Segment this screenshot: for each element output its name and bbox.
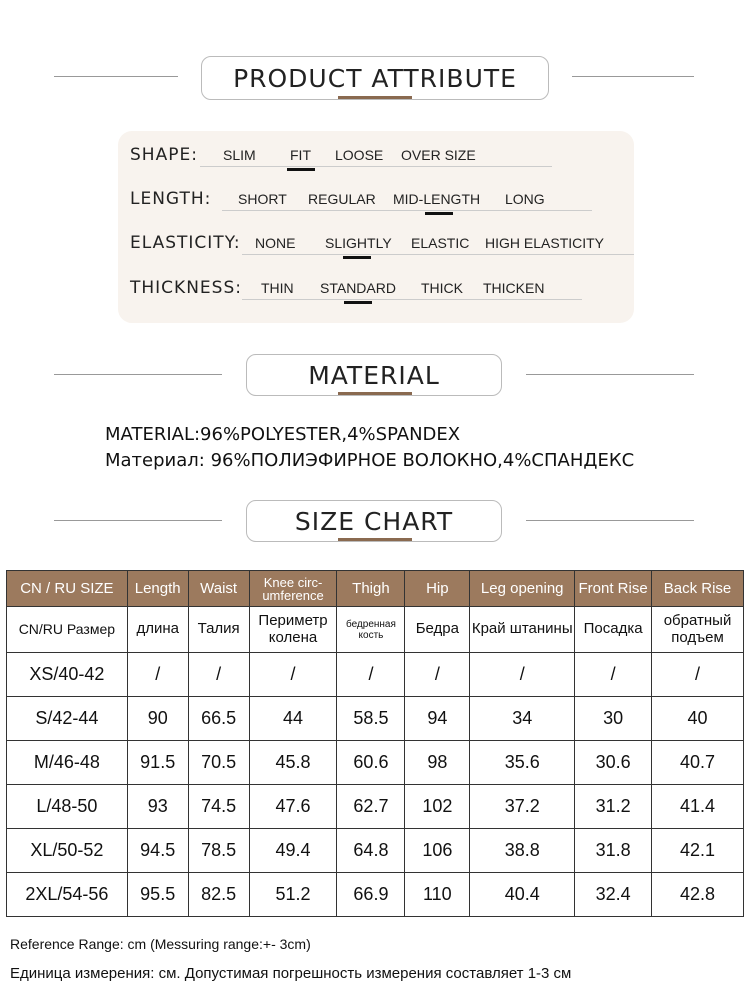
measurement-cell: / <box>652 653 744 697</box>
attribute-label: LENGTH: <box>130 189 212 209</box>
measurement-cell: 70.5 <box>188 741 249 785</box>
attribute-option: SHORT <box>238 191 287 207</box>
measurement-cell: 34 <box>470 697 575 741</box>
ru-column-header: CN/RU Размер <box>7 607 128 653</box>
ru-column-header: Край штанины <box>470 607 575 653</box>
measurement-cell: 60.6 <box>337 741 405 785</box>
measurement-cell: 95.5 <box>127 873 188 917</box>
attribute-row <box>130 139 630 169</box>
attribute-option: REGULAR <box>308 191 376 207</box>
section-title-attribute: PRODUCT ATTRIBUTE <box>201 56 549 100</box>
measurement-cell: 38.8 <box>470 829 575 873</box>
measurement-cell: 91.5 <box>127 741 188 785</box>
measurement-cell: 110 <box>405 873 470 917</box>
measurement-cell: 94.5 <box>127 829 188 873</box>
divider <box>54 76 178 77</box>
measurement-cell: 31.8 <box>575 829 652 873</box>
measurement-cell: 102 <box>405 785 470 829</box>
size-cell: S/42-44 <box>7 697 128 741</box>
attribute-option: THICKEN <box>483 280 545 296</box>
attribute-line <box>242 254 634 255</box>
measurement-cell: 66.9 <box>337 873 405 917</box>
measurement-cell: 49.4 <box>249 829 337 873</box>
attribute-label: ELASTICITY: <box>130 233 241 253</box>
measurement-cell: / <box>470 653 575 697</box>
attribute-option: LOOSE <box>335 147 384 163</box>
measurement-cell: 51.2 <box>249 873 337 917</box>
size-cell: XS/40-42 <box>7 653 128 697</box>
measurement-cell: 41.4 <box>652 785 744 829</box>
attribute-label: SHAPE: <box>130 145 198 165</box>
measurement-cell: 40 <box>652 697 744 741</box>
table-row <box>7 653 744 697</box>
selected-underline <box>287 168 315 171</box>
column-header: Front Rise <box>575 571 652 607</box>
ru-column-header: длина <box>127 607 188 653</box>
measurement-cell: 42.8 <box>652 873 744 917</box>
divider <box>572 76 694 77</box>
ru-column-header: Талия <box>188 607 249 653</box>
column-header: Knee circ-umference <box>249 571 337 607</box>
attribute-option: THICK <box>421 280 463 296</box>
attribute-row <box>130 227 630 257</box>
selected-underline <box>343 256 371 259</box>
attribute-option-selected: SLIGHTLY <box>325 235 392 251</box>
selected-underline <box>344 301 372 304</box>
attribute-line <box>200 166 552 167</box>
attribute-option: HIGH ELASTICITY <box>485 235 605 251</box>
section-title-material: MATERIAL <box>246 354 502 396</box>
measurement-cell: 93 <box>127 785 188 829</box>
measurement-cell: 47.6 <box>249 785 337 829</box>
measurement-cell: 40.4 <box>470 873 575 917</box>
attribute-label: THICKNESS: <box>130 278 242 298</box>
size-cell: M/46-48 <box>7 741 128 785</box>
measurement-cell: 82.5 <box>188 873 249 917</box>
column-header: Length <box>127 571 188 607</box>
measurement-cell: 94 <box>405 697 470 741</box>
size-cell: 2XL/54-56 <box>7 873 128 917</box>
title-accent-bar <box>338 96 412 99</box>
measurement-cell: 32.4 <box>575 873 652 917</box>
ru-column-header: обратный подъем <box>652 607 744 653</box>
column-header: Leg opening <box>470 571 575 607</box>
measurement-cell: 58.5 <box>337 697 405 741</box>
ru-column-header: Бедра <box>405 607 470 653</box>
measurement-cell: 64.8 <box>337 829 405 873</box>
measurement-cell: 98 <box>405 741 470 785</box>
attribute-option: NONE <box>255 235 296 251</box>
size-chart-table <box>6 570 744 917</box>
measurement-cell: / <box>337 653 405 697</box>
measurement-cell: 66.5 <box>188 697 249 741</box>
column-header: Thigh <box>337 571 405 607</box>
measurement-cell: 106 <box>405 829 470 873</box>
attribute-option: THIN <box>261 280 294 296</box>
table-row <box>7 741 744 785</box>
column-header: Waist <box>188 571 249 607</box>
column-header: Hip <box>405 571 470 607</box>
selected-underline <box>425 212 453 215</box>
title-accent-bar <box>338 392 412 395</box>
divider <box>526 520 694 521</box>
attribute-row <box>130 272 630 302</box>
table-row <box>7 697 744 741</box>
divider <box>54 374 222 375</box>
material-ru: Материал: 96%ПОЛИЭФИРНОЕ ВОЛОКНО,4%СПАНДЕКС <box>105 450 635 471</box>
measurement-cell: 90 <box>127 697 188 741</box>
divider <box>526 374 694 375</box>
attribute-option-selected: FIT <box>290 147 311 163</box>
ru-column-header: Посадка <box>575 607 652 653</box>
table-row <box>7 785 744 829</box>
attribute-option-selected: MID-LENGTH <box>393 191 481 207</box>
measurement-cell: 30 <box>575 697 652 741</box>
attribute-option: SLIM <box>223 147 256 163</box>
attribute-panel <box>118 131 634 323</box>
column-header: Back Rise <box>652 571 744 607</box>
ru-column-header: бедренная кость <box>337 607 405 653</box>
material-en: MATERIAL:96%POLYESTER,4%SPANDEX <box>105 424 461 445</box>
title-accent-bar <box>338 538 412 541</box>
measurement-cell: 37.2 <box>470 785 575 829</box>
measurement-cell: 44 <box>249 697 337 741</box>
measurement-cell: / <box>575 653 652 697</box>
table-row <box>7 873 744 917</box>
measurement-cell: 45.8 <box>249 741 337 785</box>
measurement-cell: 31.2 <box>575 785 652 829</box>
attribute-option-selected: STANDARD <box>320 280 396 296</box>
attribute-row <box>130 183 630 213</box>
measurement-cell: / <box>405 653 470 697</box>
measurement-cell: 74.5 <box>188 785 249 829</box>
measurement-cell: 62.7 <box>337 785 405 829</box>
attribute-option: OVER SIZE <box>401 147 476 163</box>
measurement-cell: / <box>249 653 337 697</box>
section-title-size-chart: SIZE CHART <box>246 500 502 542</box>
measurement-cell: / <box>127 653 188 697</box>
measurement-cell: 30.6 <box>575 741 652 785</box>
table-row <box>7 829 744 873</box>
footer-note-ru: Единица измерения: см. Допустимая погрешность измерения составляет 1-3 см <box>10 965 572 982</box>
column-header: CN / RU SIZE <box>7 571 128 607</box>
size-cell: L/48-50 <box>7 785 128 829</box>
size-cell: XL/50-52 <box>7 829 128 873</box>
measurement-cell: 35.6 <box>470 741 575 785</box>
attribute-line <box>222 210 592 211</box>
measurement-cell: 78.5 <box>188 829 249 873</box>
ru-header-row <box>7 607 744 653</box>
attribute-option: ELASTIC <box>411 235 470 251</box>
divider <box>54 520 222 521</box>
footer-note-en: Reference Range: cm (Messuring range:+- 3cm) <box>10 936 311 952</box>
ru-column-header: Периметр колена <box>249 607 337 653</box>
attribute-line <box>242 299 582 300</box>
measurement-cell: 40.7 <box>652 741 744 785</box>
measurement-cell: / <box>188 653 249 697</box>
measurement-cell: 42.1 <box>652 829 744 873</box>
attribute-option: LONG <box>505 191 545 207</box>
